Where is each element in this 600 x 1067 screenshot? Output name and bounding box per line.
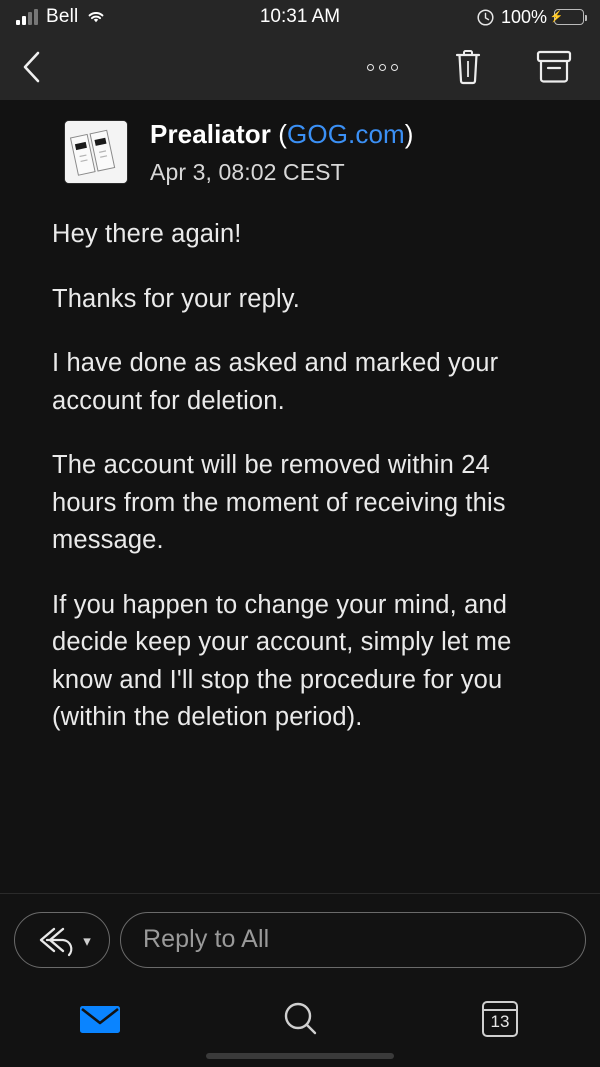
battery-charging-icon: ⚡ xyxy=(554,9,584,25)
message-paragraph: I have done as asked and marked your account for deletion. xyxy=(52,349,499,415)
sender-paren-open: ( xyxy=(278,119,288,149)
message-body xyxy=(0,100,600,893)
sender-name: Prealiator xyxy=(150,119,271,149)
message-date: Apr 3, 08:02 CEST xyxy=(150,159,345,186)
mail-envelope-icon xyxy=(78,1002,122,1036)
sender-info xyxy=(150,118,414,186)
cellular-signal-icon xyxy=(16,9,38,25)
message-paragraph: Thanks for your reply. xyxy=(52,284,301,313)
message-paragraph: The account will be removed within 24 hours from the moment of receiving this message. xyxy=(52,451,506,555)
chevron-down-icon: ▾ xyxy=(83,933,91,950)
message-text xyxy=(0,186,600,736)
clock-label: 10:31 AM xyxy=(259,6,341,27)
wifi-icon xyxy=(86,9,106,25)
status-bar xyxy=(0,0,600,34)
sender-line xyxy=(150,118,414,151)
battery-percent-label: 100% xyxy=(500,6,547,27)
reply-options-button[interactable] xyxy=(14,912,110,968)
reply-placeholder: Reply to All xyxy=(143,925,270,953)
back-button[interactable] xyxy=(20,45,54,89)
more-options-icon-dot2 xyxy=(379,64,386,71)
carrier-label: Bell xyxy=(46,6,79,27)
tab-search[interactable] xyxy=(250,991,350,1047)
delete-button[interactable] xyxy=(446,45,490,89)
reply-bar xyxy=(0,893,600,985)
navigation-bar xyxy=(0,34,600,100)
reply-arrow-icon xyxy=(33,923,79,957)
more-options-button[interactable] xyxy=(360,45,404,89)
sender-row xyxy=(0,118,600,186)
message-paragraph: Hey there again! xyxy=(52,220,242,249)
sender-domain-link[interactable]: GOG.com xyxy=(287,119,405,149)
home-indicator xyxy=(206,1053,394,1059)
nav-actions xyxy=(360,45,580,89)
reply-input[interactable] xyxy=(120,912,586,968)
calendar-icon xyxy=(482,1001,518,1037)
alarm-clock-icon xyxy=(477,9,494,26)
archive-button[interactable] xyxy=(532,45,576,89)
status-bar-right xyxy=(477,7,584,28)
trash-icon xyxy=(451,48,485,86)
search-magnifier-icon xyxy=(280,999,320,1039)
tab-mail[interactable] xyxy=(50,991,150,1047)
more-options-icon-dot3 xyxy=(391,64,398,71)
avatar xyxy=(64,120,128,184)
more-options-icon xyxy=(367,64,374,71)
tab-calendar[interactable] xyxy=(450,991,550,1047)
sender-paren-close: ) xyxy=(404,119,414,149)
chevron-left-icon xyxy=(20,47,44,87)
calendar-day-label: 13 xyxy=(490,1012,510,1031)
message-paragraph: If you happen to change your mind, and decide keep your account, simply let me know and I'll stop the procedure for you (within the deletion period). xyxy=(52,590,512,732)
archive-box-icon xyxy=(534,48,574,86)
status-bar-left xyxy=(16,6,106,28)
